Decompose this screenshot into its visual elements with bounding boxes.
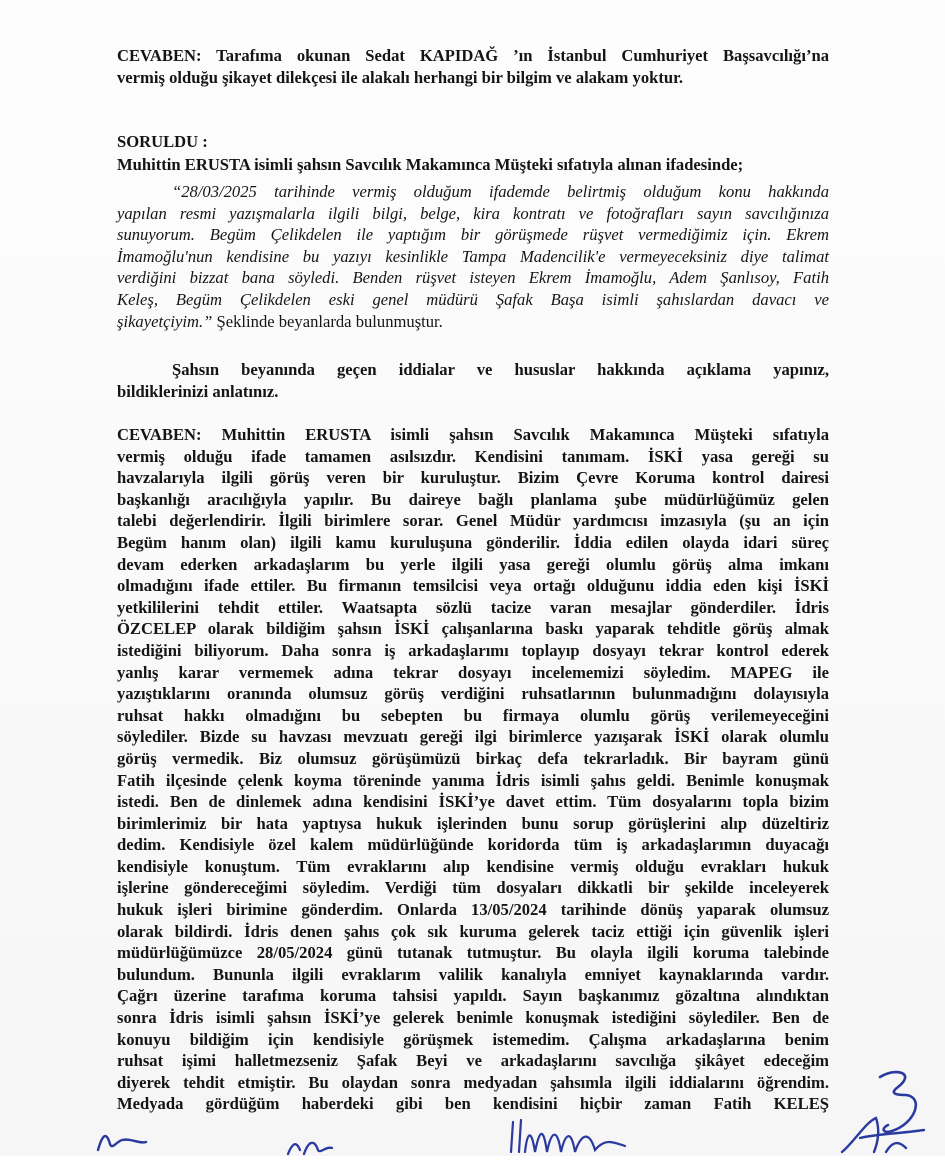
answer-paragraph-1 bbox=[117, 45, 829, 88]
text-line: ruhsat işimi halletmezseniz Şafak Beyi ve arkadaşlarını savcılığa şikâyet edeceğim bbox=[117, 1051, 829, 1071]
text-line: söylediler. Bizde su havzası mevzuatı gereği ilgi birimlerce yazışarak İSKİ olarak olumlu bbox=[117, 727, 829, 747]
quoted-statement bbox=[117, 181, 829, 332]
text-line: Begüm hanım olan) ilgili kamu kuruluşuna gönderilir. İddia edilen olayda idari süreç bbox=[117, 532, 829, 552]
signature-4 bbox=[836, 1112, 932, 1156]
text-line: Şahsın beyanında geçen iddialar ve hususlar hakkında açıklama yapınız, bbox=[172, 360, 829, 379]
quote-line: yapılan resmi yazışmalarla ilgili bilgi, belge, kira kontratı ve fotoğrafları sayın savcılığınıza bbox=[117, 203, 829, 223]
text-line: Çağrı üzerine tarafıma koruma tahsisi yapıldı. Sayın başkanımız gözaltına alındıktan bbox=[117, 986, 829, 1006]
text-line: yazıştıklarını oranında olumsuz görüş verdiğini ruhsatlarının bulunmadığını dolayısıyla bbox=[117, 684, 829, 704]
text-line: sonra İdris isimli şahsın İSKİ’ye gelerek benimle konuşmak istediğini söylediler. Ben de bbox=[117, 1008, 829, 1028]
ink-stroke bbox=[511, 1120, 625, 1152]
text-line: talebi değerlendirir. İlgili birimlere sorar. Genel Müdür yardımcısı imzasıyla (şu an için bbox=[117, 511, 829, 531]
text-line: ÖZCELEP olarak bildiğim şahsın İSKİ çalışanlarına baskı yaparak tehditle görüş almak bbox=[117, 619, 829, 639]
signature-3 bbox=[505, 1112, 705, 1156]
signature-2 bbox=[280, 1124, 370, 1160]
text-line: CEVABEN: Muhittin ERUSTA isimli şahsın Savcılık Makamınca Müşteki sıfatıyla bbox=[117, 425, 829, 444]
text-line: devam ederken arkadaşlarım bu yerle ilgili yasa gereği olumlu görüş alma imkanı bbox=[117, 554, 829, 574]
text-line: vermiş olduğu ifade tamamen asılsızdır. Kendisini tanımam. İSKİ yasa gereği su bbox=[117, 446, 829, 466]
text-line: işlerine göndereceğimi söyledim. Verdiği tüm dosyaları dikkatli bir şekilde inceleyerek bbox=[117, 878, 829, 898]
text-line: olmadığını ifade ettiler. Bu firmanın temsilcisi veya ortağı olduğunu iddia eden kişi İSKİ bbox=[117, 576, 829, 596]
text-line: bulundum. Bununla ilgili evraklarım valilik kanalıyla emniyet kaynaklarında vardır. bbox=[117, 964, 829, 984]
question-label: SORULDU : bbox=[117, 132, 208, 151]
text-line: Medyada gördüğüm haberdeki gibi ben kendisini hiçbir zaman Fatih KELEŞ bbox=[117, 1094, 829, 1114]
text-line: Fatih ilçesinde çelenk koyma töreninde yanıma İdris isimli şahıs geldi. Benimle konuşmak bbox=[117, 770, 829, 790]
text-line: istedi. Ben de dinlemek adına kendisini İSKİ’ye davet ettim. Tüm dosyalarını topla bizim bbox=[117, 792, 829, 812]
text-line: Muhittin ERUSTA isimli şahsın Savcılık Makamınca Müşteki sıfatıyla alınan ifadesinde; bbox=[117, 155, 744, 174]
answer-paragraph-2 bbox=[117, 424, 829, 1115]
quote-line: verdiğini bizzat bana söyledi. Benden rüşvet isteyen Ekrem İmamoğlu, Adem Şanlısoy, Fatih bbox=[117, 268, 829, 288]
text-line: hukuk işleri birimine gönderdim. Onlarda 13/05/2024 tarihinde dönüş yaparak olumsuz bbox=[117, 900, 829, 920]
quote-line: Keleş, Begüm Çelikdelen eski genel müdürü Şafak Başa isimli şahıslardan davacı ve bbox=[117, 289, 829, 309]
quote-line: sunuyorum. Begüm Çelikdelen ile yaptığım bir görüşmede rüşvet vermediğimiz için. Ekrem bbox=[117, 225, 829, 245]
ink-stroke bbox=[98, 1136, 146, 1150]
ink-stroke bbox=[880, 1072, 916, 1132]
quote-end: şikayetçiyim.” bbox=[117, 311, 213, 331]
text-line: istediğini biliyorum. Daha sonra iş arkadaşlarımı toplayıp dosyayı tekrar kontrol ederek bbox=[117, 640, 829, 660]
text-line: konuyu bildiğim için kendisiyle görüşmek istemedim. Çalışma arkadaşlarına benim bbox=[117, 1029, 829, 1049]
text-line: olarak bildirdi. İdris denen şahıs çok sık kuruma gelerek taciz ettiği için güvenlik işleri bbox=[117, 921, 829, 941]
ink-stroke bbox=[842, 1118, 924, 1152]
text-line: kendisiyle konuştum. Tüm evraklarını alıp kendisine vermiş olduğu evrakları hukuk bbox=[117, 856, 829, 876]
handwritten-initial-right-margin bbox=[858, 1065, 938, 1145]
quote-suffix: Şeklinde beyanlarda bulunmuştur. bbox=[212, 311, 443, 331]
quote-line: “28/03/2025 tarihinde vermiş olduğum ifademde belirtmiş olduğum konu hakkında bbox=[172, 182, 829, 201]
text-line: havzalarıyla ilgili görüş veren bir kuruluştur. Bizim Çevre Koruma kontrol dairesi bbox=[117, 468, 829, 488]
text-line: birimlerimiz bir hata yaptıysa hukuk işlerinden bunu sorup görüşlerini alıp düzeltiriz bbox=[117, 813, 829, 833]
text-line: diyerek tehdit etmiştir. Bu olaydan sonra medyadan şahsımla ilgili iddialarını öğrendim. bbox=[117, 1072, 829, 1092]
text-line: bildiklerinizi anlatınız. bbox=[117, 381, 279, 401]
question-heading bbox=[117, 131, 829, 153]
text-line: başkanlığı aracılığıyla yapılır. Bu daireye bağlı planlama şube müdürlüğümüz gelen bbox=[117, 489, 829, 509]
text-line: yanlış karar vermemek adına tekrar dosyayı incelememizi söyledim. MAPEG ile bbox=[117, 662, 829, 682]
quote-line: İmamoğlu'nun kendisine bu yazıyı kesinlikle Tampa Madencilik'e vermeyeceksiniz diye talimat bbox=[117, 246, 829, 266]
text-line: ruhsat hakkı olmadığını bu sebepten bu firmaya olumlu görüş verilemeyeceğini bbox=[117, 705, 829, 725]
question-request bbox=[117, 359, 829, 402]
text-line: CEVABEN: Tarafıma okunan Sedat KAPIDAĞ ’ın İstanbul Cumhuriyet Başsavcılığı’na bbox=[117, 46, 829, 65]
quote-last-line bbox=[117, 311, 829, 333]
text-line: görüş vermedik. Biz olumsuz görüşümüzü birkaç defa tekrarladık. Bir bayram günü bbox=[117, 748, 829, 768]
text-line: dedim. Kendisiyle özel kalem müdürlüğünde koridorda tüm iş arkadaşlarımın duyacağı bbox=[117, 835, 829, 855]
ink-stroke bbox=[288, 1143, 332, 1154]
text-line: yetkililerini tehdit ettiler. Waatsapta sözlü tacize varan mesajlar gönderdiler. İdris bbox=[117, 597, 829, 617]
question-intro bbox=[117, 154, 829, 176]
text-line: vermiş olduğu şikayet dilekçesi ile alakalı herhangi bir bilgim ve alakam yoktur. bbox=[117, 67, 684, 87]
text-line: müdürlüğümüzce 28/05/2024 günü tutanak tutmuştur. Bu olayla ilgili koruma talebinde bbox=[117, 943, 829, 963]
signature-1 bbox=[92, 1120, 212, 1156]
